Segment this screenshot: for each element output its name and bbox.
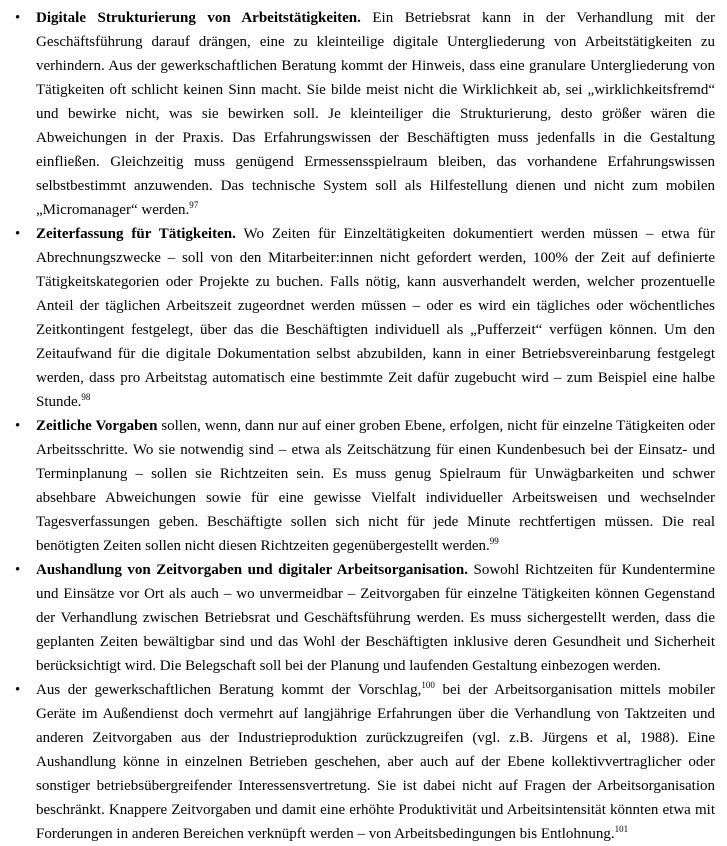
- item-heading: Aushandlung von Zeitvorgaben und digitaler Arbeitsorganisation.: [36, 562, 468, 578]
- list-item: [12, 414, 715, 558]
- item-text: Ein Betriebsrat kann in der Verhandlung mit der Geschäftsführung darauf drängen, eine zu kleinteilige digitale Untergliederung von Arbeitstätigkeiten zu verhindern. Aus der gewerkschaftlichen Beratung kommt der Hinweis, dass eine granulare Untergliederung von Tätigkeiten oft schlicht keinen Sinn macht. Sie bilde meist nicht die Wirklichkeit ab, sei „wirklichkeitsfremd“ und bewirke nicht, was sie bewirken soll. Je kleinteiliger die Strukturierung, desto größer wären die Abweichungen in der Praxis. Das Erfahrungswissen der Beschäftigten muss jedenfalls in die Gestaltung einfließen. Gleichzeitig muss genügend Ermessensspielraum bleiben, das vorhandene Erfahrungswissen selbstbestimmt anzuwenden. Das technische System soll als Hilfestellung dienen und nicht zum mobilen „Micromanager“ werden.: [36, 10, 715, 218]
- item-text: Sowohl Richtzeiten für Kundentermine und Einsätze vor Ort als auch – wo unvermeidbar – Zeitvorgaben für einzelne Tätigkeiten können Gegenstand der Verhandlung zwischen Betriebsrat und Geschäftsführung werden. Es muss sichergestellt werden, dass die geplanten Zeiten bewältigbar sind und das Wohl der Beschäftigten inklusive deren Gesundheit und Sicherheit berücksichtigt wird. Die Belegschaft soll bei der Planung und laufenden Gestaltung einbezogen werden.: [36, 562, 715, 674]
- bullet-icon: •: [15, 682, 21, 698]
- list-item: [12, 222, 715, 414]
- bullet-icon: •: [15, 10, 21, 26]
- bullet-icon: •: [15, 226, 21, 242]
- bullet-icon: •: [15, 418, 21, 434]
- footnote-ref[interactable]: 99: [489, 536, 499, 546]
- item-text: Aus der gewerkschaftlichen Beratung kommt der Vorschlag,: [36, 682, 422, 698]
- list-item: [12, 6, 715, 222]
- bullet-icon: •: [15, 562, 21, 578]
- item-text: Wo Zeiten für Einzeltätigkeiten dokumentiert werden müssen – etwa für Abrechnungszwecke – soll von den Mitarbeiter:innen nicht gefordert werden, 100% der Zeit auf definierte Tätigkeitskategorien oder Projekte zu buchen. Falls nötig, kann ausverhandelt werden, welcher prozentuelle Anteil der täglichen Arbeitszeit zugeordnet werden müssen – oder es wird ein tägliches oder wöchentliches Zeitkontingent festgelegt, über das die Beschäftigten individuell als „Pufferzeit“ verfügen können. Um den Zeitaufwand für die digitale Dokumentation selbst abzubilden, kann in einer Betriebsvereinbarung festgelegt werden, dass pro Arbeitstag automatisch eine bestimmte Zeit dafür zugebucht wird – zum Beispiel eine halbe Stunde.: [36, 226, 716, 410]
- footnote-ref[interactable]: 97: [189, 200, 199, 210]
- footnote-ref[interactable]: 101: [614, 824, 629, 834]
- footnote-ref[interactable]: 98: [81, 392, 91, 402]
- footnote-ref[interactable]: 100: [421, 680, 435, 690]
- item-heading: Zeiterfassung für Tätigkeiten.: [36, 226, 236, 242]
- item-heading: Digitale Strukturierung von Arbeitstätigkeiten.: [36, 10, 361, 26]
- bullet-list: [12, 6, 715, 846]
- item-text: sollen, wenn, dann nur auf einer groben Ebene, erfolgen, nicht für einzelne Tätigkeiten oder Arbeitsschritte. Wo sie notwendig sind – etwa als Zeitschätzung für einen Kundenbesuch bei der Einsatz- und Terminplanung – sollen sie Richtzeiten sein. Es muss genug Spielraum für Unwägbarkeiten und schwer absehbare Abweichungen sowie für eine gewisse Vielfalt individueller Arbeitsweisen und wechselnder Tagesverfassungen geben. Beschäftigte sollen sich nicht für jede Minute rechtfertigen müssen. Die real benötigten Zeiten sollen nicht diesen Richtzeiten gegenübergestellt werden.: [36, 418, 715, 554]
- list-item: [12, 558, 715, 678]
- item-text-continued: bei der Arbeitsorganisation mittels mobiler Geräte im Außendienst doch vermehrt auf langjährige Erfahrungen über die Verhandlung von Taktzeiten und anderen Zeitvorgaben aus der Industrieproduktion zurückzugreifen (vgl. z.B. Jürgens et al, 1988). Eine Aushandlung könne in einzelnen Betrieben geschehen, aber auch auf der Ebene kollektivvertraglicher oder sonstiger betriebsübergreifender Interessensvertretung. Sie ist dabei nicht auf Fragen der Arbeitsorganisation beschränkt. Knappere Zeitvorgaben und damit eine erhöhte Produktivität und Arbeitsintensität könnten etwa mit Forderungen in anderen Bereichen verknüpft werden – von Arbeitsbedingungen bis Entlohnung.: [36, 682, 715, 842]
- list-item: [12, 678, 715, 846]
- item-heading: Zeitliche Vorgaben: [36, 418, 158, 434]
